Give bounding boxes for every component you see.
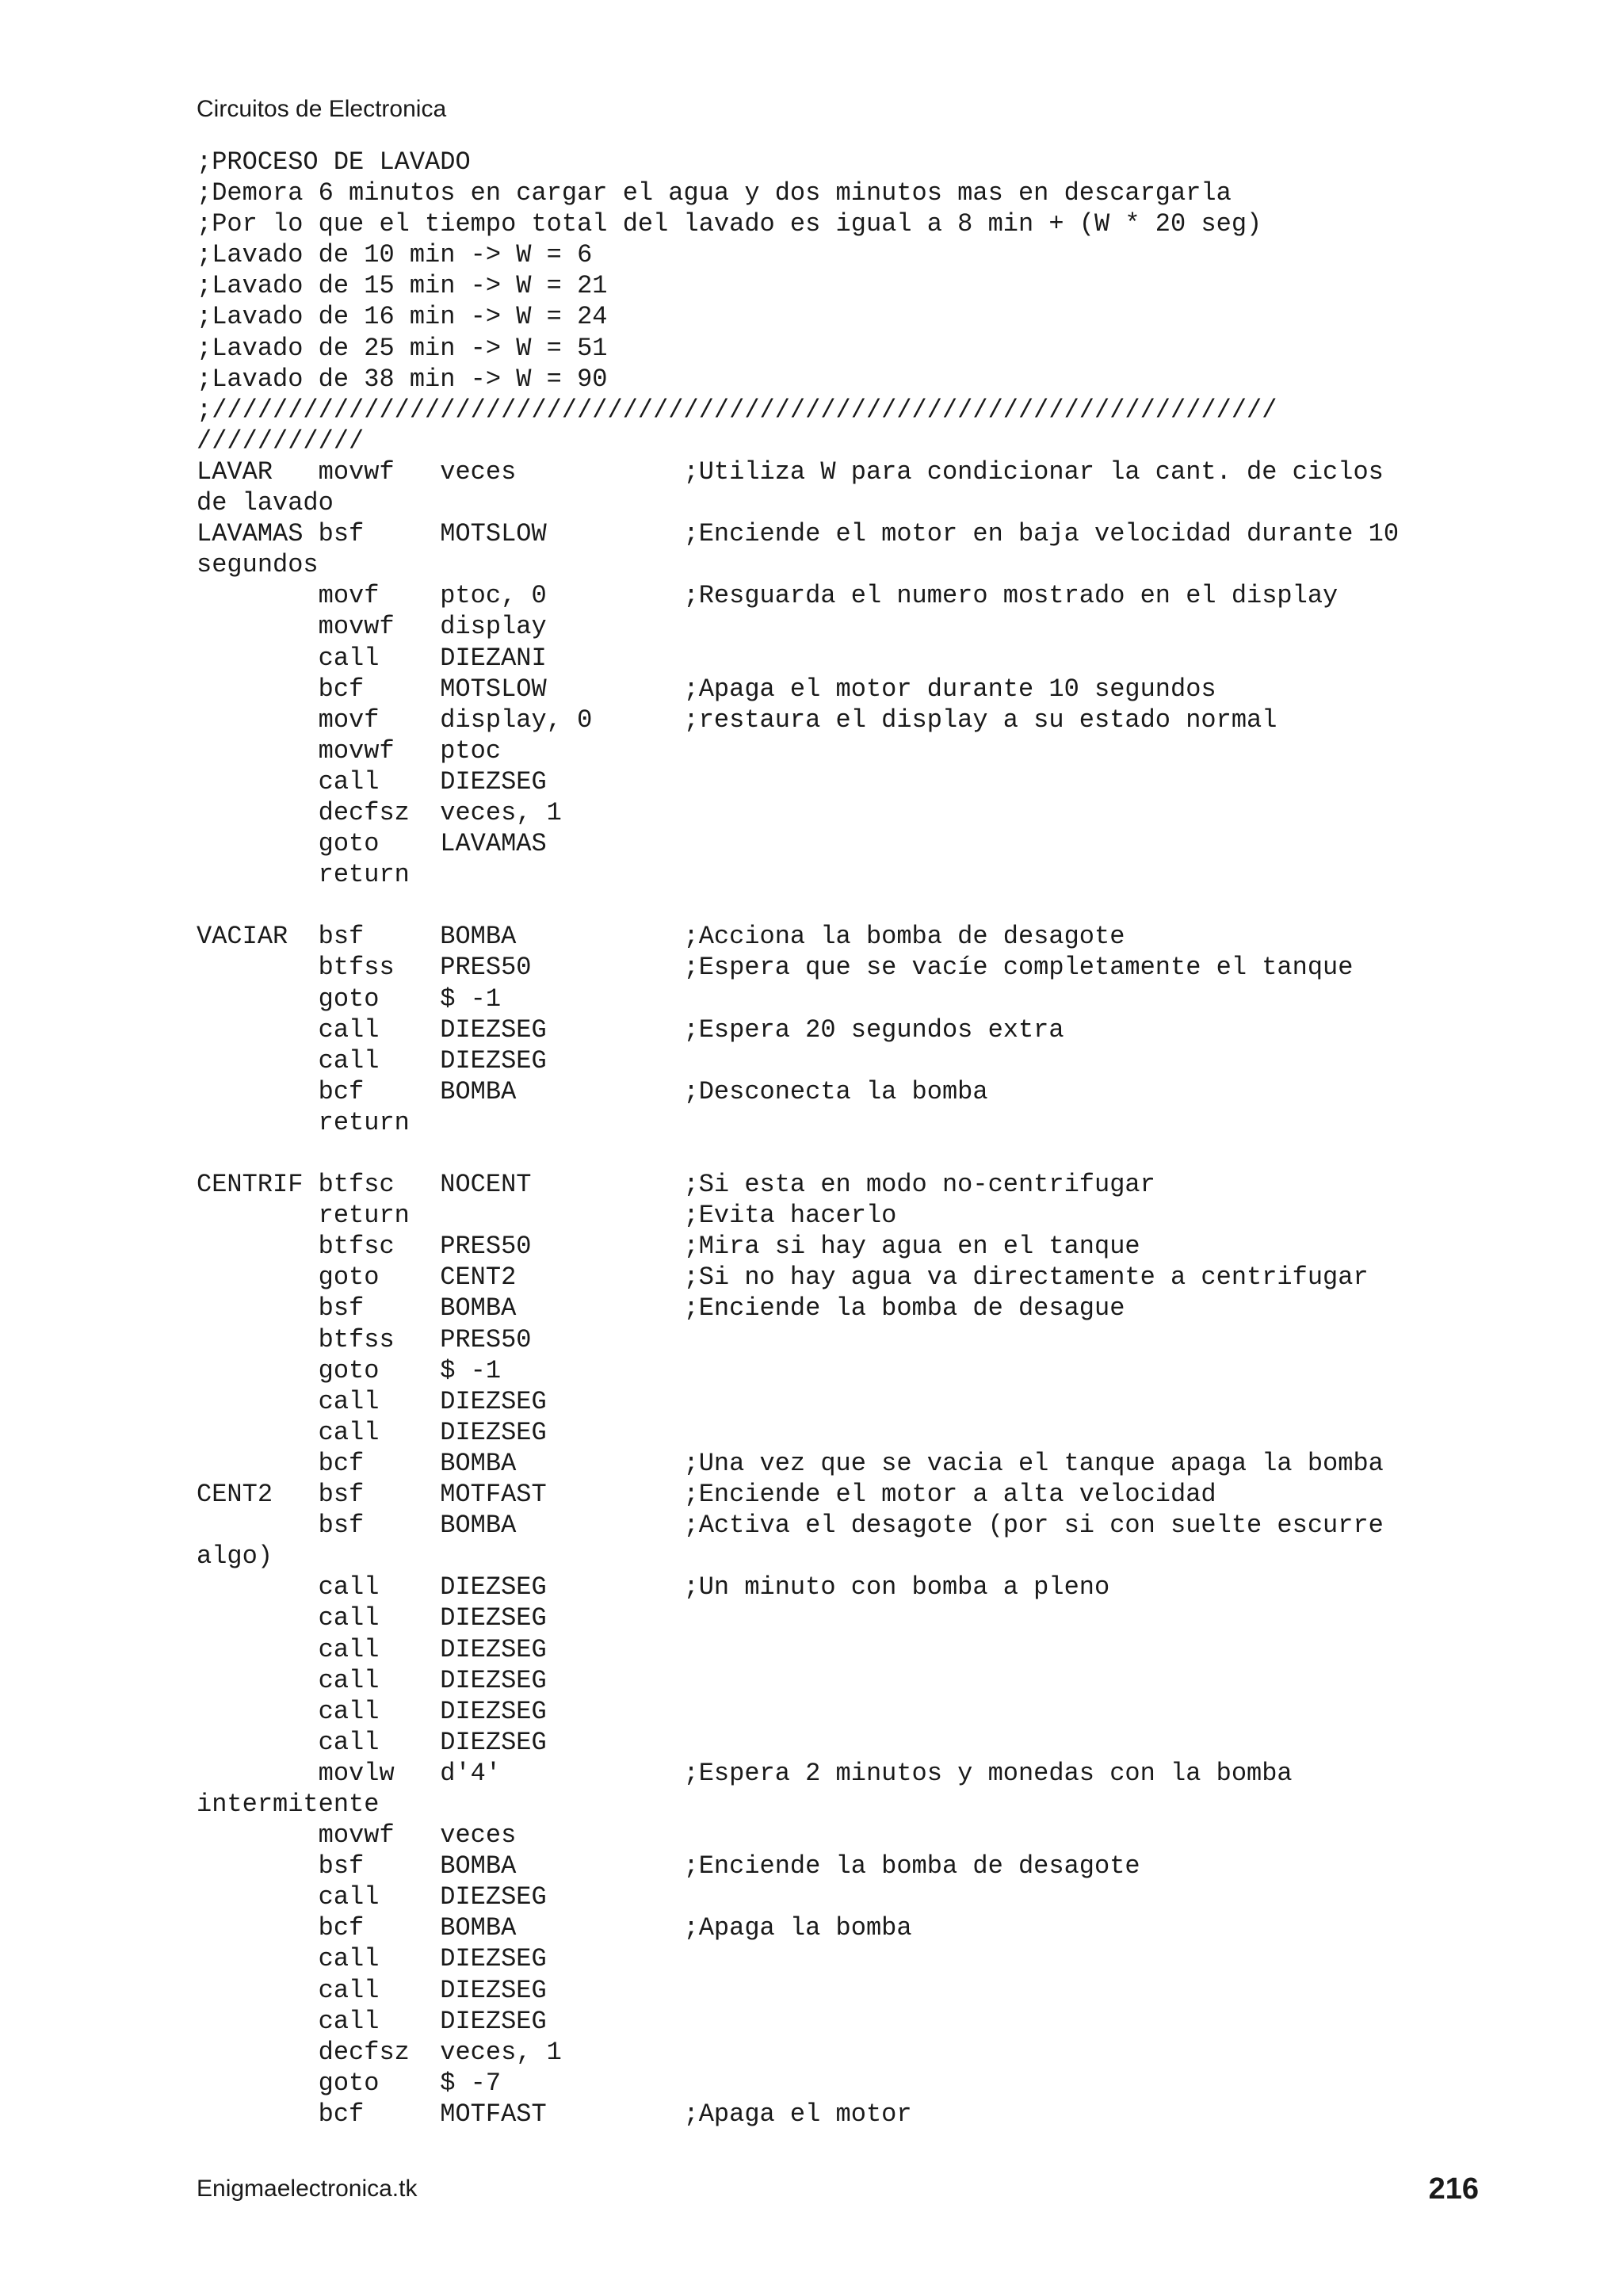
- code-line: goto CENT2 ;Si no hay agua va directamente a centrifugar: [197, 1263, 1369, 1293]
- code-line: [197, 1138, 1480, 1169]
- code-line: ///////////: [197, 426, 365, 456]
- page-header-title: Circuitos de Electronica: [197, 96, 447, 122]
- code-line: bcf BOMBA ;Desconecta la bomba: [197, 1076, 988, 1106]
- code-line: call DIEZSEG: [197, 1417, 547, 1447]
- code-line: goto LAVAMAS: [197, 829, 547, 859]
- code-line: call DIEZSEG: [197, 1727, 547, 1757]
- code-line: bcf BOMBA ;Una vez que se vacia el tanque apaga la bomba: [197, 1448, 1384, 1478]
- code-line: return: [197, 1107, 410, 1137]
- code-line: CENTRIF btfsc NOCENT ;Si esta en modo no-centrifugar: [197, 1170, 1155, 1200]
- code-line: bsf BOMBA ;Enciende la bomba de desagote: [197, 1851, 1140, 1881]
- code-line: call DIEZSEG: [197, 1665, 547, 1695]
- code-line: movf ptoc, 0 ;Resguarda el numero mostrado en el display: [197, 581, 1338, 611]
- code-line: call DIEZSEG: [197, 1634, 547, 1664]
- code-line: movwf display: [197, 612, 547, 642]
- code-line: ;//////////////////////////////////////////////////////////////////////: [197, 395, 1277, 425]
- code-listing: [197, 147, 1480, 2130]
- code-line: ;Lavado de 38 min -> W = 90: [197, 364, 608, 394]
- code-line: bcf MOTSLOW ;Apaga el motor durante 10 segundos: [197, 674, 1216, 704]
- code-line: call DIEZSEG: [197, 1045, 547, 1075]
- code-line: call DIEZSEG: [197, 1882, 547, 1912]
- code-line: bsf BOMBA ;Activa el desagote (por si con suelte escurre: [197, 1511, 1384, 1541]
- code-line: movwf veces: [197, 1820, 517, 1851]
- code-line: intermitente: [197, 1789, 380, 1819]
- code-line: [197, 890, 1480, 921]
- code-line: call DIEZSEG: [197, 1696, 547, 1726]
- code-line: bcf BOMBA ;Apaga la bomba: [197, 1913, 912, 1943]
- code-line: ;Demora 6 minutos en cargar el agua y dos minutos mas en descargarla: [197, 178, 1232, 208]
- code-line: return ;Evita hacerlo: [197, 1201, 897, 1231]
- code-line: call DIEZSEG: [197, 766, 547, 797]
- code-line: call DIEZANI: [197, 643, 547, 673]
- code-line: ;PROCESO DE LAVADO: [197, 147, 471, 177]
- code-line: movf display, 0 ;restaura el display a su estado normal: [197, 705, 1277, 735]
- code-line: LAVAR movwf veces ;Utiliza W para condicionar la cant. de ciclos: [197, 457, 1384, 487]
- code-line: call DIEZSEG: [197, 2006, 547, 2036]
- code-line: call DIEZSEG: [197, 1603, 547, 1633]
- code-line: ;Lavado de 15 min -> W = 21: [197, 271, 608, 301]
- code-line: segundos: [197, 550, 319, 580]
- code-line: bcf MOTFAST ;Apaga el motor: [197, 2099, 912, 2129]
- code-line: call DIEZSEG ;Un minuto con bomba a pleno: [197, 1572, 1110, 1603]
- code-line: CENT2 bsf MOTFAST ;Enciende el motor a alta velocidad: [197, 1480, 1216, 1510]
- code-line: btfsc PRES50 ;Mira si hay agua en el tanque: [197, 1232, 1140, 1262]
- code-line: goto $ -1: [197, 984, 502, 1014]
- code-line: movlw d'4' ;Espera 2 minutos y monedas con la bomba: [197, 1758, 1293, 1788]
- code-line: goto $ -7: [197, 2068, 502, 2098]
- code-line: ;Lavado de 16 min -> W = 24: [197, 302, 608, 332]
- code-line: movwf ptoc: [197, 735, 502, 766]
- code-line: btfss PRES50: [197, 1324, 532, 1354]
- code-line: decfsz veces, 1: [197, 2037, 562, 2067]
- code-line: de lavado: [197, 488, 334, 518]
- page-number: 216: [1428, 2172, 1479, 2206]
- code-line: bsf BOMBA ;Enciende la bomba de desague: [197, 1293, 1125, 1324]
- code-line: btfss PRES50 ;Espera que se vacíe completamente el tanque: [197, 953, 1354, 983]
- code-line: algo): [197, 1541, 273, 1572]
- code-line: call DIEZSEG: [197, 1944, 547, 1974]
- code-line: LAVAMAS bsf MOTSLOW ;Enciende el motor en baja velocidad durante 10: [197, 519, 1400, 549]
- code-line: goto $ -1: [197, 1355, 502, 1385]
- code-line: ;Lavado de 10 min -> W = 6: [197, 240, 593, 270]
- code-line: call DIEZSEG: [197, 1386, 547, 1416]
- code-line: ;Por lo que el tiempo total del lavado es igual a 8 min + (W * 20 seg): [197, 209, 1262, 239]
- code-line: VACIAR bsf BOMBA ;Acciona la bomba de desagote: [197, 922, 1125, 952]
- code-line: call DIEZSEG: [197, 1975, 547, 2005]
- code-line: call DIEZSEG ;Espera 20 segundos extra: [197, 1014, 1064, 1045]
- code-line: ;Lavado de 25 min -> W = 51: [197, 333, 608, 363]
- code-line: return: [197, 860, 410, 890]
- code-line: decfsz veces, 1: [197, 797, 562, 827]
- footer-site: Enigmaelectronica.tk: [197, 2176, 418, 2202]
